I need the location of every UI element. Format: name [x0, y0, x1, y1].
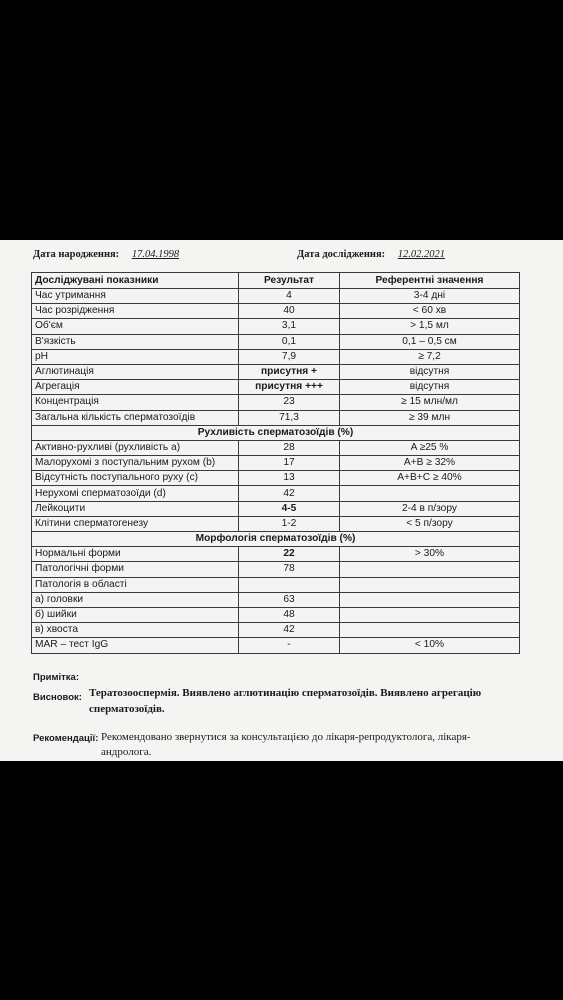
parameter-name: Нерухомі сперматозоїди (d): [32, 486, 239, 501]
result-value: 28: [239, 440, 340, 455]
reference-value: [340, 607, 520, 622]
result-value: 42: [239, 486, 340, 501]
parameter-name: б) шийки: [32, 607, 239, 622]
reference-value: A+B ≥ 32%: [340, 456, 520, 471]
parameter-name: Патологія в області: [32, 577, 239, 592]
table-row: [32, 607, 520, 622]
result-value: 22: [239, 547, 340, 562]
parameter-name: Патологічні форми: [32, 562, 239, 577]
result-value: -: [239, 638, 340, 653]
parameter-name: Концентрація: [32, 395, 239, 410]
parameter-name: Активно-рухливі (рухливість a): [32, 440, 239, 455]
parameter-name: Нормальні форми: [32, 547, 239, 562]
result-value: 42: [239, 623, 340, 638]
table-row: [32, 623, 520, 638]
section-row: [32, 532, 520, 547]
reference-value: [340, 623, 520, 638]
birth-date-label: Дата народження:: [33, 249, 120, 260]
result-value: 13: [239, 471, 340, 486]
result-value: 7,9: [239, 349, 340, 364]
study-date-label: Дата дослідження:: [297, 249, 386, 260]
parameter-name: Лейкоцити: [32, 501, 239, 516]
result-value: 1-2: [239, 516, 340, 531]
reference-value: відсутня: [340, 364, 520, 379]
recommendation-text: Рекомендовано звернутися за консультацією до лікаря-репродуктолога, лікаря-андролога.: [101, 731, 471, 758]
reference-value: [340, 592, 520, 607]
table-row: [32, 380, 520, 395]
conclusion-label: Висновок:: [33, 692, 82, 703]
result-value: присутня +: [239, 364, 340, 379]
conclusion-section: [33, 687, 533, 715]
reference-value: ≥ 15 млн/мл: [340, 395, 520, 410]
reference-value: [340, 486, 520, 501]
result-value: [239, 577, 340, 592]
parameter-name: Малорухомі з поступальним рухом (b): [32, 456, 239, 471]
birth-date-value: 17.04.1998: [131, 249, 180, 260]
result-value: 48: [239, 607, 340, 622]
parameter-name: pH: [32, 349, 239, 364]
recommendation-section: [33, 728, 533, 758]
header-result: Результат: [239, 273, 340, 289]
table-row: [32, 334, 520, 349]
reference-value: > 30%: [340, 547, 520, 562]
result-value: 23: [239, 395, 340, 410]
table-row: [32, 562, 520, 577]
reference-value: ≥ 7,2: [340, 349, 520, 364]
header-parameter: Досліджувані показники: [32, 273, 239, 289]
table-row: [32, 456, 520, 471]
table-row: [32, 471, 520, 486]
table-row: [32, 501, 520, 516]
table-row: [32, 289, 520, 304]
table-row: [32, 395, 520, 410]
note-section: [33, 667, 533, 685]
birth-date: [33, 249, 179, 260]
reference-value: [340, 562, 520, 577]
parameter-name: В'язкість: [32, 334, 239, 349]
reference-value: > 1,5 мл: [340, 319, 520, 334]
reference-value: < 10%: [340, 638, 520, 653]
result-value: 40: [239, 304, 340, 319]
result-value: 71,3: [239, 410, 340, 425]
parameter-name: Аглютинація: [32, 364, 239, 379]
section-row: [32, 425, 520, 440]
result-value: 4: [239, 289, 340, 304]
note-label: Примітка:: [33, 672, 79, 683]
parameter-name: а) головки: [32, 592, 239, 607]
section-title: Морфологія сперматозоїдів (%): [32, 532, 520, 547]
result-value: присутня +++: [239, 380, 340, 395]
reference-value: ≥ 39 млн: [340, 410, 520, 425]
table-row: [32, 364, 520, 379]
result-value: 4-5: [239, 501, 340, 516]
reference-value: відсутня: [340, 380, 520, 395]
parameter-name: Клітини сперматогенезу: [32, 516, 239, 531]
recommendation-label: Рекомендації:: [33, 733, 99, 744]
reference-value: 0,1 – 0,5 см: [340, 334, 520, 349]
result-value: 78: [239, 562, 340, 577]
parameter-name: Об'єм: [32, 319, 239, 334]
section-title: Рухливість сперматозоїдів (%): [32, 425, 520, 440]
table-row: [32, 410, 520, 425]
parameter-name: Відсутність поступального руху (c): [32, 471, 239, 486]
study-date-value: 12.02.2021: [397, 249, 445, 260]
reference-value: A+B+C ≥ 40%: [340, 471, 520, 486]
parameter-name: Агрегація: [32, 380, 239, 395]
table-row: [32, 304, 520, 319]
report-header: [33, 249, 523, 265]
reference-value: 3-4 дні: [340, 289, 520, 304]
parameter-name: Загальна кількість сперматозоїдів: [32, 410, 239, 425]
table-row: [32, 516, 520, 531]
table-row: [32, 440, 520, 455]
reference-value: < 5 п/зору: [340, 516, 520, 531]
header-reference: Референтні значення: [340, 273, 520, 289]
reference-value: < 60 хв: [340, 304, 520, 319]
table-row: [32, 592, 520, 607]
table-row: [32, 638, 520, 653]
parameter-name: Час розрідження: [32, 304, 239, 319]
result-value: 3,1: [239, 319, 340, 334]
table-row: [32, 486, 520, 501]
result-value: 63: [239, 592, 340, 607]
study-date: [297, 249, 445, 260]
conclusion-text: Тератозооспермія. Виявлено аглютинацію сперматозоїдів. Виявлено агрегацію сперматозоїдів.: [89, 687, 482, 715]
table-row: [32, 577, 520, 592]
parameter-name: MAR – тест IgG: [32, 638, 239, 653]
result-value: 0,1: [239, 334, 340, 349]
table-row: [32, 319, 520, 334]
results-table: [31, 272, 520, 654]
reference-value: A ≥25 %: [340, 440, 520, 455]
table-row: [32, 547, 520, 562]
table-row: [32, 349, 520, 364]
table-header-row: [32, 273, 520, 289]
reference-value: [340, 577, 520, 592]
lab-report-page: [0, 240, 563, 761]
parameter-name: в) хвоста: [32, 623, 239, 638]
reference-value: 2-4 в п/зору: [340, 501, 520, 516]
parameter-name: Час утримання: [32, 289, 239, 304]
result-value: 17: [239, 456, 340, 471]
